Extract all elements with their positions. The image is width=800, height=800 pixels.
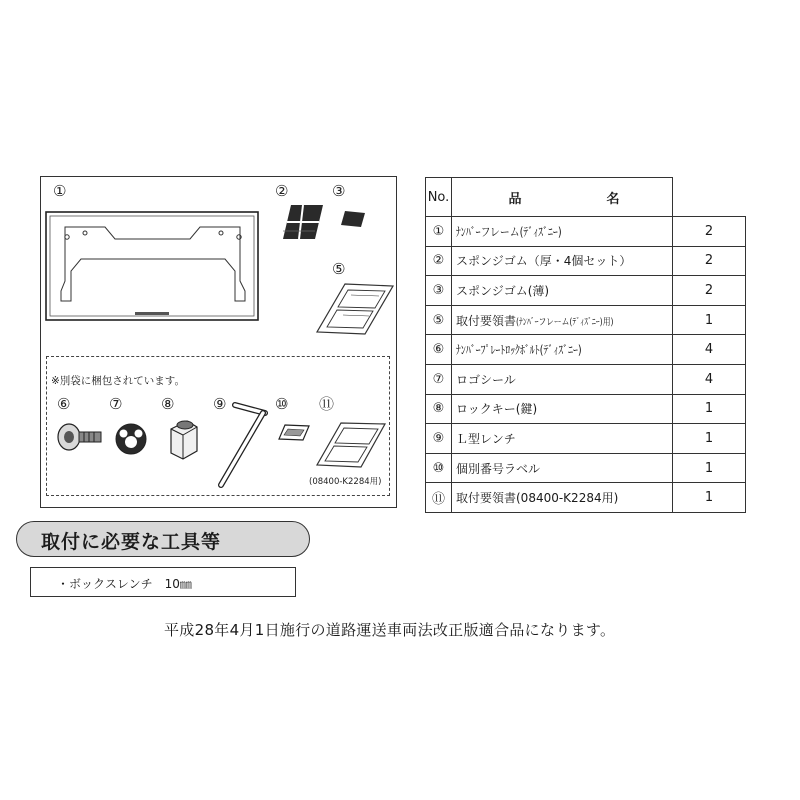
row-no: ⑧ [426,394,452,424]
required-tools-heading [16,521,310,557]
row-no: ⑩ [426,453,452,483]
row-qty: 4 [673,364,746,394]
row-qty: 2 [673,276,746,306]
header-no: No. [426,178,452,217]
header-name [452,178,673,217]
lock-key-drawing [165,417,203,461]
row-name: スポンジゴム（厚・4個セット） [452,246,673,276]
header-name-text: 品 名 [508,191,656,207]
table-row [426,483,746,513]
row-no: ③ [426,276,452,306]
row-name-suffix: (ﾅﾝﾊﾞｰフレーム(ﾃﾞｨｽﾞﾆｰ)用) [516,316,614,328]
row-no: ② [426,246,452,276]
row-qty: 1 [673,453,746,483]
row-qty: 1 [673,305,746,335]
lock-bolt-drawing [55,419,105,455]
l-wrench-drawing [207,401,271,491]
part-label-11: ⑪ [319,395,335,413]
part-label-9: ⑨ [213,395,227,413]
row-no: ⑥ [426,335,452,365]
part-label-7: ⑦ [109,395,123,413]
installation-manual-drawing [315,282,395,336]
compliance-note: 平成28年4月1日施行の道路運送車両法改正版適合品になります。 [164,621,616,639]
part-label-2: ② [275,182,289,200]
row-no: ⑪ [426,483,452,513]
table-row [426,305,746,335]
table-row [426,246,746,276]
required-tools-box [30,567,296,597]
row-no: ⑦ [426,364,452,394]
header-qty [673,178,746,217]
row-no: ⑨ [426,424,452,454]
row-name-text: ﾅﾝﾊﾞｰﾌﾟﾚｰﾄﾛｯｸﾎﾞﾙﾄ(ﾃﾞｨｽﾞﾆｰ) [456,343,582,358]
table-row [426,335,746,365]
row-qty: 1 [673,394,746,424]
row-name: ロゴシール [452,364,673,394]
row-name: ロックキー(鍵) [452,394,673,424]
logo-sticker-drawing [113,421,149,457]
row-name-text: 取付要領書 [456,313,517,328]
number-frame-drawing [45,211,265,323]
sponge-rubber-thin-drawing [339,209,367,231]
parts-list-table [425,177,746,513]
part11-caption: (08400-K2284用) [309,477,382,487]
bag-note: ※別袋に梱包されています。 [51,375,185,387]
row-qty: 2 [673,217,746,247]
row-name [452,335,673,365]
part-label-6: ⑥ [57,395,71,413]
tool-item: ・ボックスレンチ 10㎜ [57,577,192,591]
part-label-3: ③ [332,182,346,200]
table-row [426,364,746,394]
part-label-10: ⑩ [275,395,289,413]
separate-bag-box [46,356,390,496]
manual-08400-drawing [315,421,387,469]
row-qty: 4 [673,335,746,365]
row-name: Ｌ型レンチ [452,424,673,454]
row-name: 個別番号ラベル [452,453,673,483]
table-header-row [426,178,746,217]
row-no: ⑤ [426,305,452,335]
part-label-5: ⑤ [332,260,346,278]
row-name: 取付要領書(08400-K2284用) [452,483,673,513]
row-qty: 1 [673,483,746,513]
part-label-1: ① [53,182,67,200]
table-row [426,394,746,424]
serial-number-label-drawing [277,423,311,443]
row-name: スポンジゴム(薄) [452,276,673,306]
row-name [452,305,673,335]
row-name [452,217,673,247]
table-row [426,217,746,247]
sponge-rubber-thick-drawing [279,203,325,243]
row-qty: 2 [673,246,746,276]
table-row [426,453,746,483]
row-name-text: ﾅﾝﾊﾞｰフレーム(ﾃﾞｨｽﾞﾆｰ) [456,224,562,239]
part-label-8: ⑧ [161,395,175,413]
row-qty: 1 [673,424,746,454]
required-tools-heading-text: 取付に必要な工具等 [41,531,222,553]
row-no: ① [426,217,452,247]
table-row [426,424,746,454]
table-row [426,276,746,306]
